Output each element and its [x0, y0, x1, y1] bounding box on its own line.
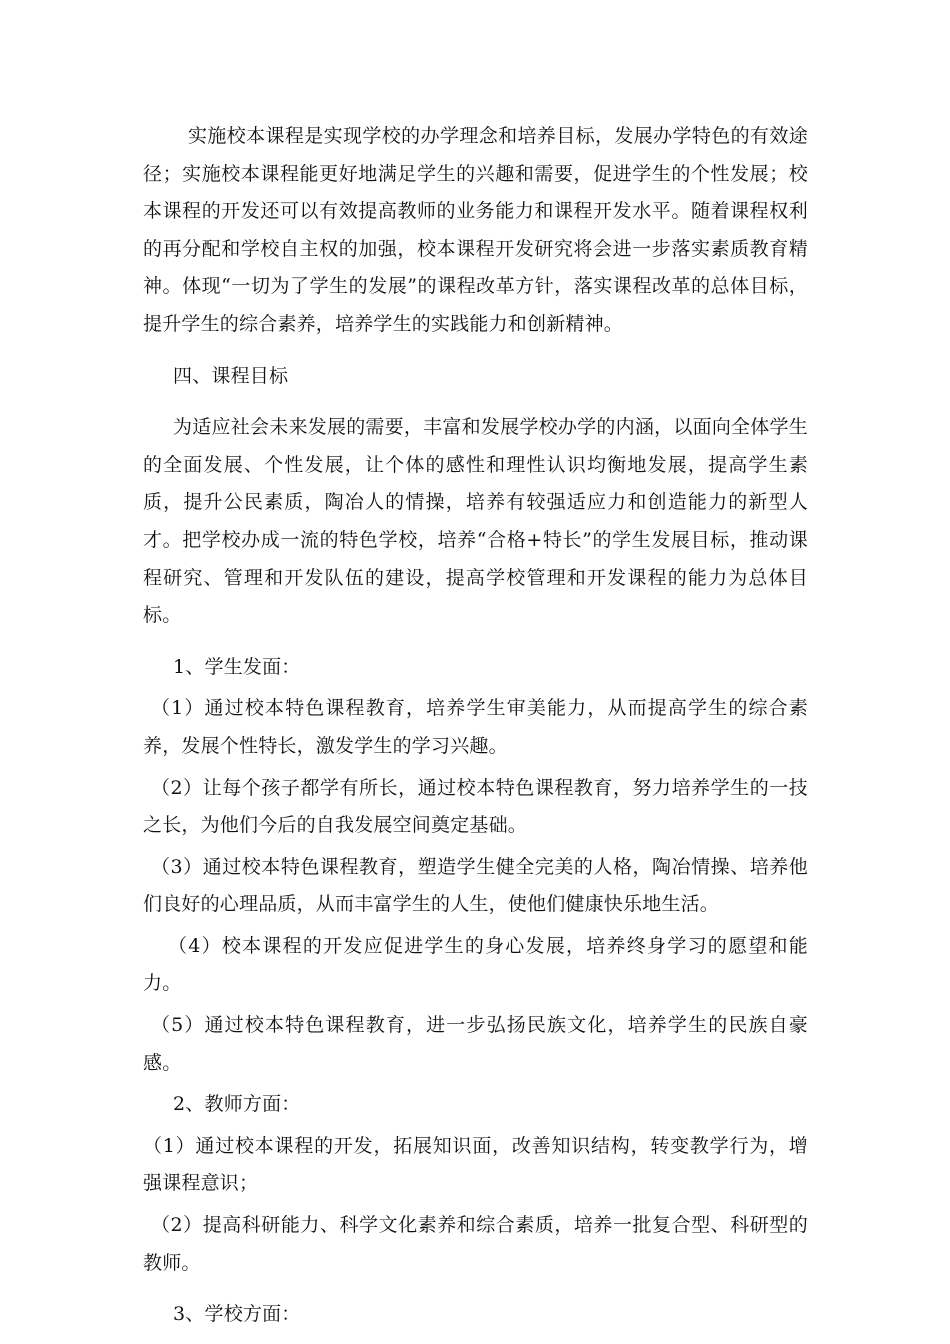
student-item-4: （4）校本课程的开发应促进学生的身心发展，培养终身学习的愿望和能力。 [143, 934, 808, 995]
section-intro-paragraph: 为适应社会未来发展的需要，丰富和发展学校办学的内涵，以面向全体学生的全面发展、个性发展，让个体的感性和理性认识均衡地发展，提高学生素质，提升公民素质，陶冶人的情操，培养有较强适应力和创造能力的新型人才。把学校办成一流的特色学校，培养“合格+特长”的学生发展目标，推动课程研究、管理和开发队伍的建设，提高学校管理和开发课程的能力为总体目标。 [143, 416, 808, 627]
student-item-1: （1）通过校本特色课程教育，培养学生审美能力，从而提高学生的综合素养，发展个性特长，激发学生的学习兴趣。 [143, 697, 808, 757]
teacher-item-1: （1）通过校本课程的开发，拓展知识面，改善知识结构，转变教学行为，增强课程意识； [143, 1134, 808, 1195]
section-heading-course-goals: 四、课程目标 [173, 364, 289, 387]
intro-paragraph: 实施校本课程是实现学校的办学理念和培养目标，发展办学特色的有效途径；实施校本课程能更好地满足学生的兴趣和需要，促进学生的个性发展；校本课程的开发还可以有效提高教师的业务能力和课程开发水平。随着课程权利的再分配和学校自主权的加强，校本课程开发研究将会进一步落实素质教育精神。体现“一切为了学生的发展”的课程改革方针，落实课程改革的总体目标，提升学生的综合素养，培养学生的实践能力和创新精神。 [143, 125, 808, 335]
school-aspect-heading: 3、学校方面： [173, 1303, 301, 1326]
student-item-5: （5）通过校本特色课程教育，进一步弘扬民族文化，培养学生的民族自豪感。 [143, 1014, 808, 1074]
teacher-aspect-heading: 2、教师方面： [173, 1093, 301, 1116]
student-item-3: （3）通过校本特色课程教育，塑造学生健全完美的人格，陶冶情操、培养他们良好的心理品质，从而丰富学生的人生，使他们健康快乐地生活。 [143, 855, 808, 916]
teacher-item-2: （2）提高科研能力、科学文化素养和综合素质，培养一批复合型、科研型的教师。 [143, 1214, 808, 1274]
student-item-2: （2）让每个孩子都学有所长，通过校本特色课程教育，努力培养学生的一技之长，为他们今后的自我发展空间奠定基础。 [143, 776, 808, 837]
student-aspect-heading: 1、学生发面： [173, 655, 301, 678]
document-body [143, 118, 808, 1334]
